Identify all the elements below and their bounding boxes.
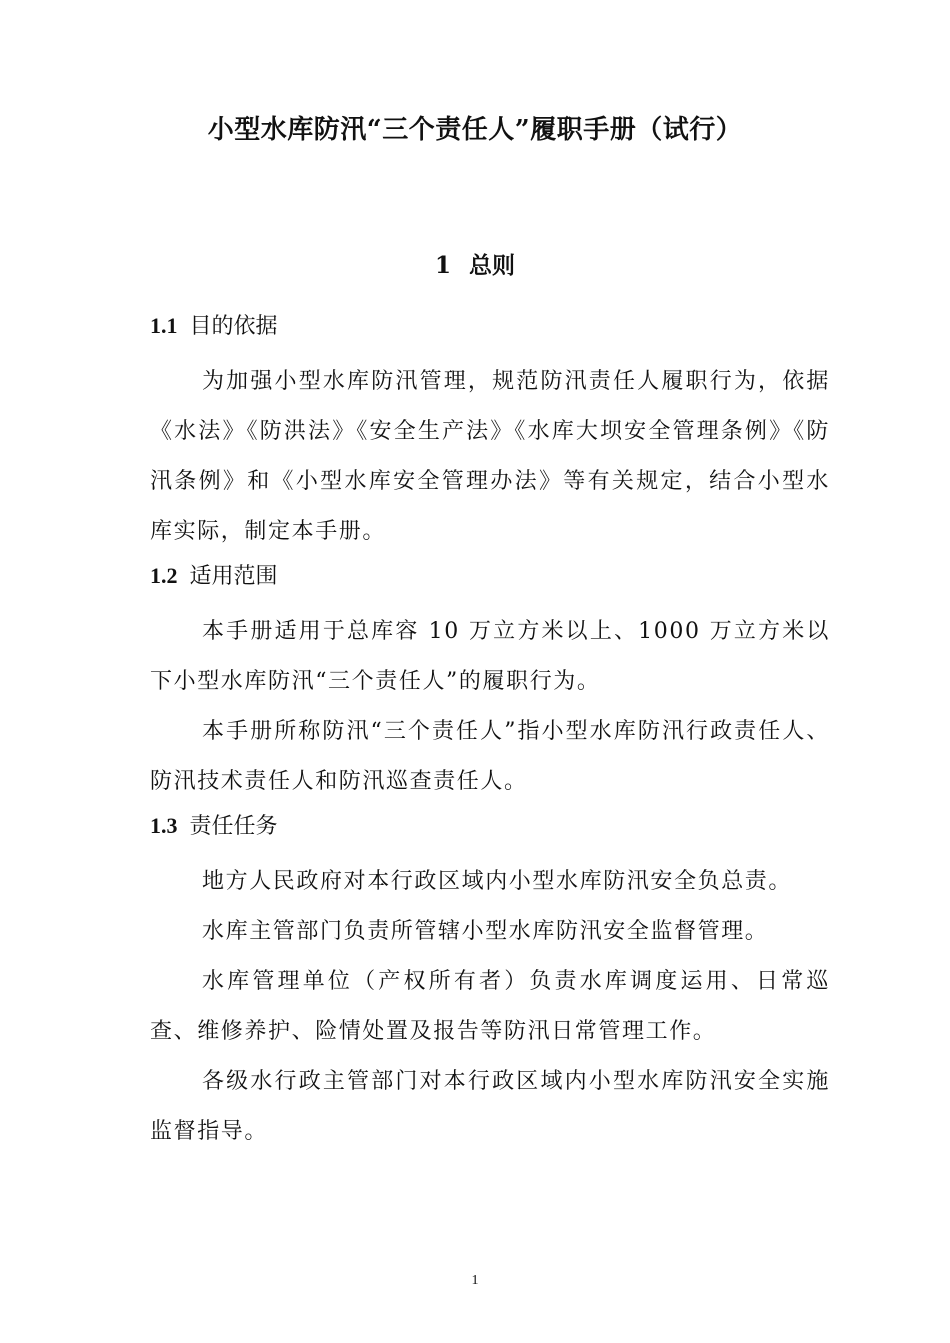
paragraph: 水库主管部门负责所管辖小型水库防汛安全监督管理。 [202,919,769,944]
paragraph: 各级水行政主管部门对本行政区域内小型水库防汛安全实施监督指导。 [150,1069,830,1144]
section-number: 1.2 [150,563,178,588]
paragraph: 本手册适用于总库容 10 万立方米以上、1000 万立方米以下小型水库防汛“三个责任人”的履职行为。 [150,619,830,694]
document-title: 小型水库防汛“三个责任人”履职手册（试行） [207,115,743,145]
paragraph: 为加强小型水库防汛管理，规范防汛责任人履职行为，依据《水法》《防洪法》《安全生产法》《水库大坝安全管理条例》《防汛条例》和《小型水库安全管理办法》等有关规定，结合小型水库实际，制定本手册。 [150,369,830,544]
section-1-2 [150,557,830,807]
section-title: 责任任务 [189,814,278,839]
chapter-title: 总则 [469,252,515,279]
chapter-number: 1 [434,252,451,279]
section-heading [150,807,830,845]
section-number: 1.3 [150,813,178,838]
section-heading [150,307,830,345]
section-heading [150,557,830,595]
chapter-heading [0,248,950,284]
paragraph: 地方人民政府对本行政区域内小型水库防汛安全负总责。 [202,869,793,894]
document-body [150,307,830,1157]
section-number: 1.1 [150,313,178,338]
section-1-3 [150,807,830,1157]
paragraph: 本手册所称防汛“三个责任人”指小型水库防汛行政责任人、防汛技术责任人和防汛巡查责任人。 [150,719,830,794]
page-number: 1 [471,1273,479,1288]
section-1-1 [150,307,830,557]
section-title: 适用范围 [189,564,278,589]
section-title: 目的依据 [189,314,278,339]
paragraph: 水库管理单位（产权所有者）负责水库调度运用、日常巡查、维修养护、险情处置及报告等防汛日常管理工作。 [150,969,830,1044]
